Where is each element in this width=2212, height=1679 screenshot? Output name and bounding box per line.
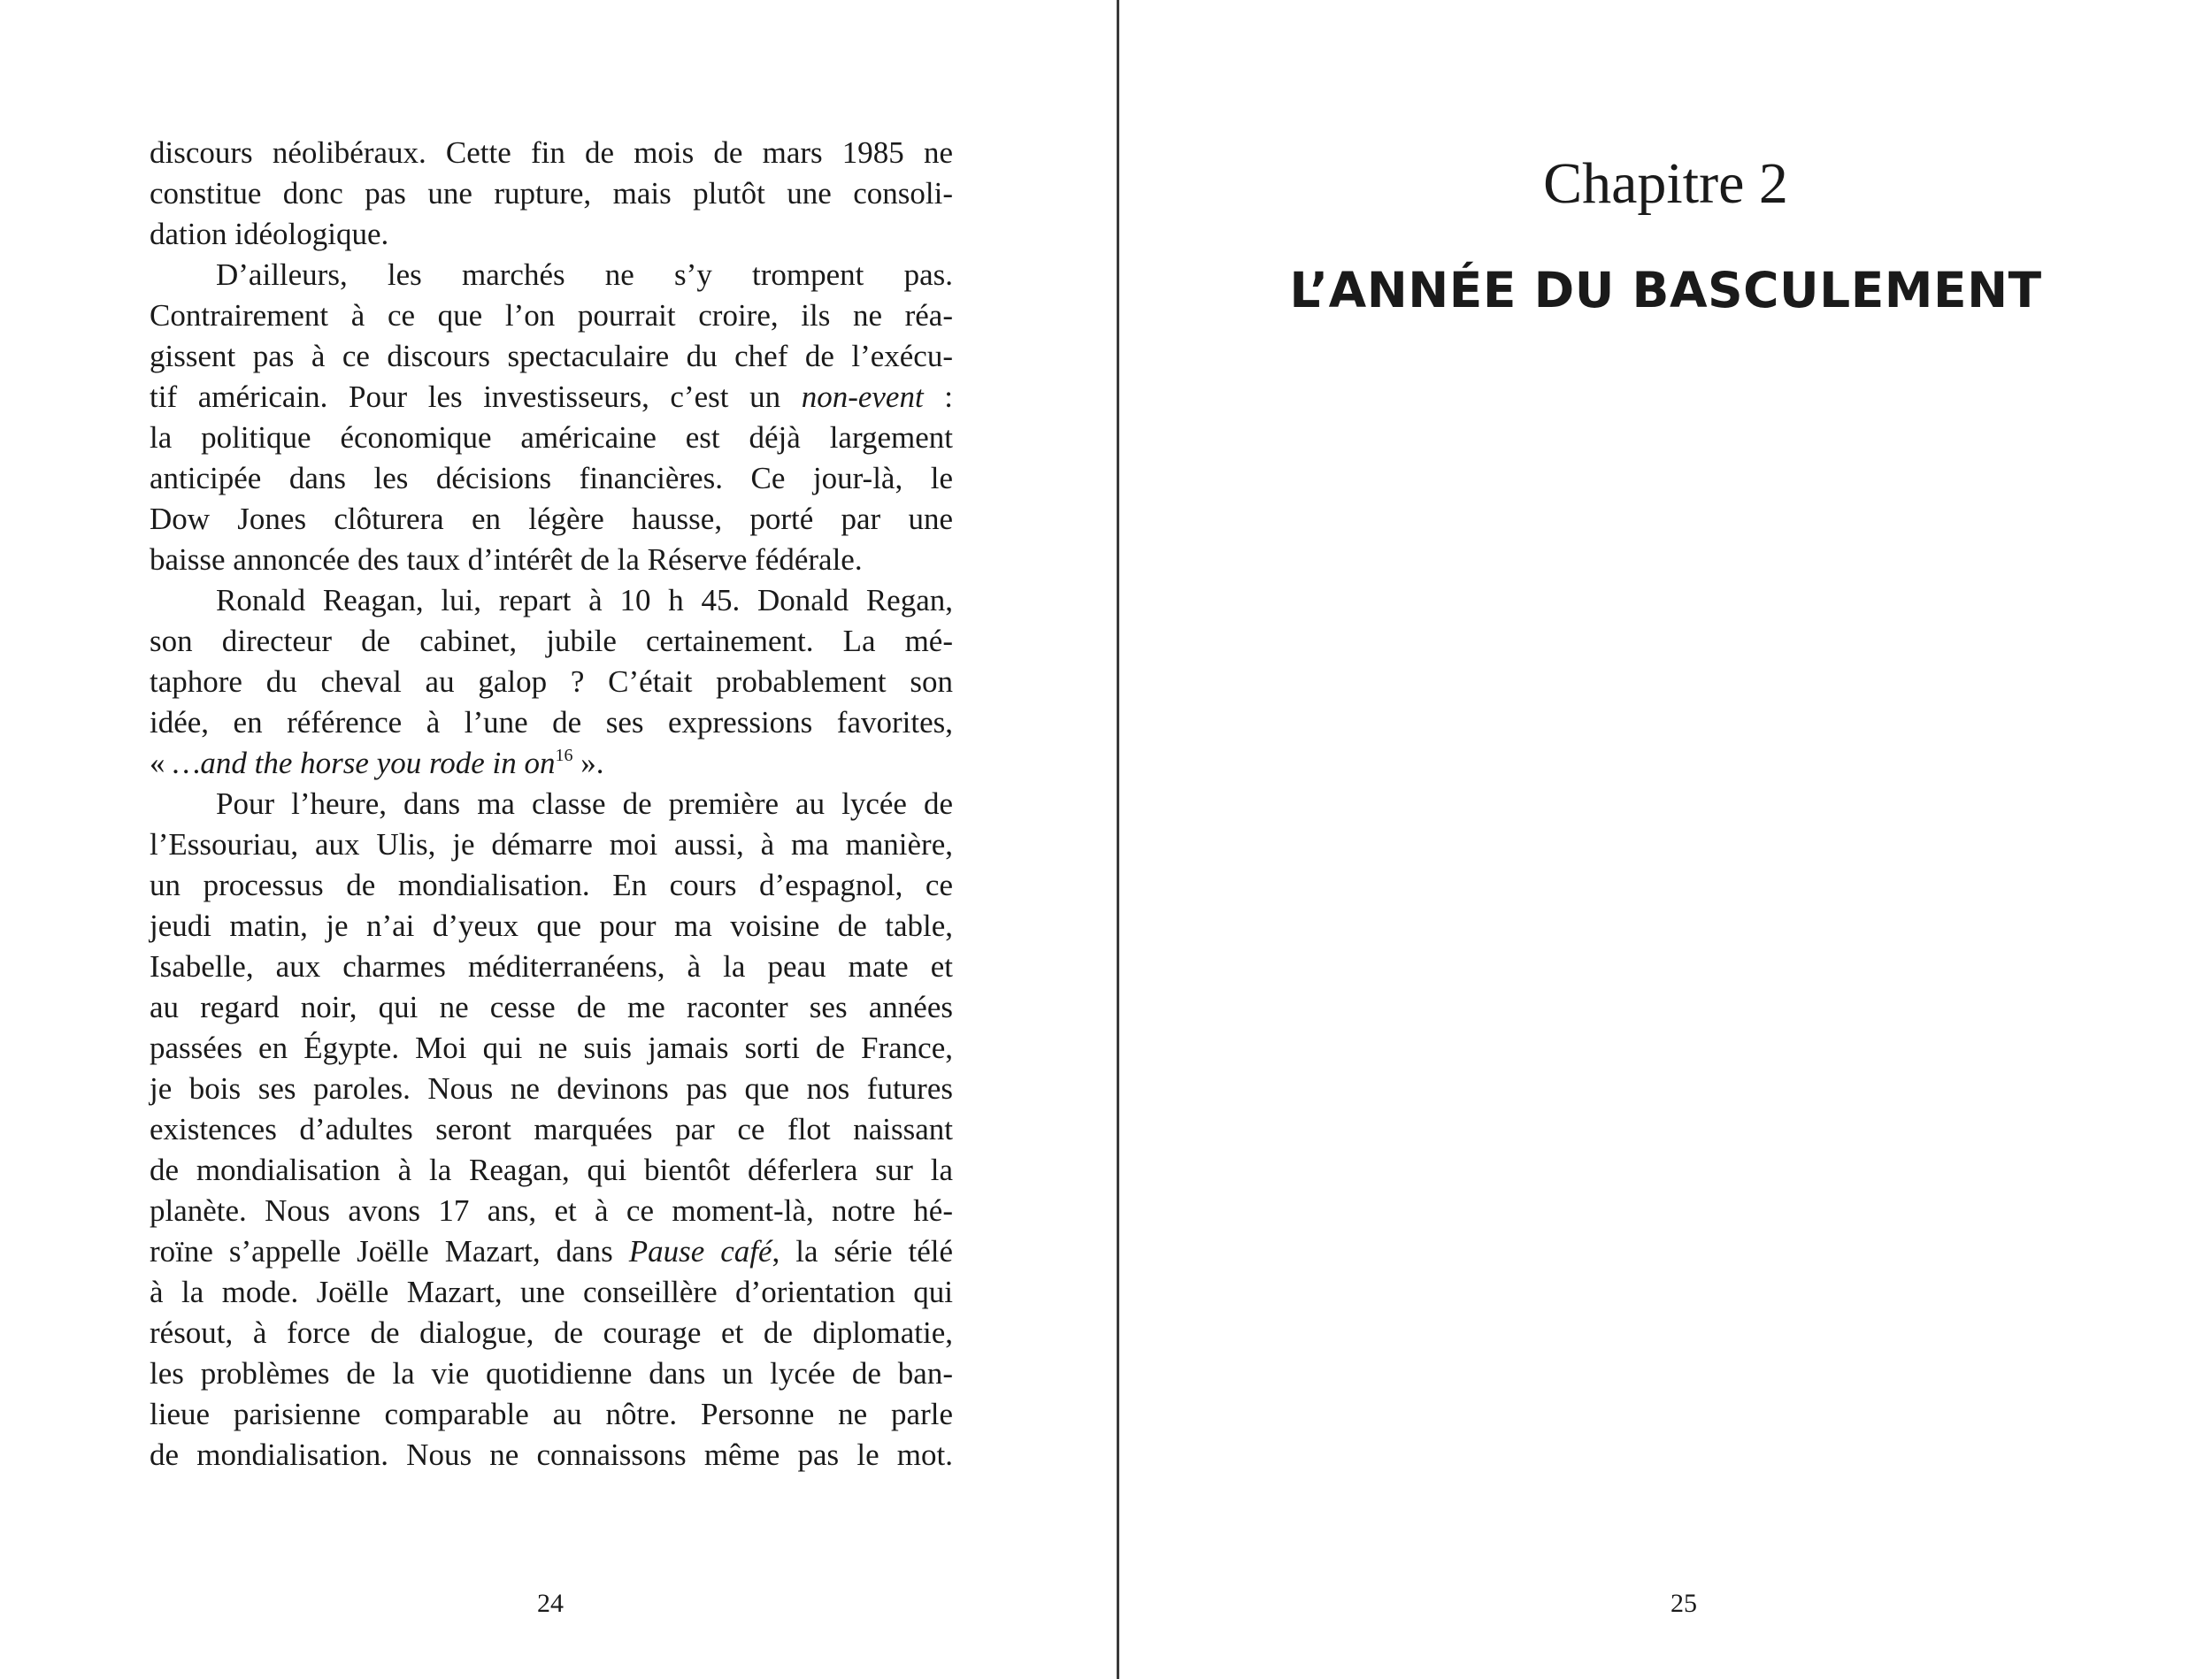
text-run: : bbox=[923, 380, 953, 414]
text-run: tif américain. Pour les investisseurs, c’est un bbox=[150, 380, 802, 414]
text-run: gissent pas à ce discours spectaculaire du chef de l’exécu- bbox=[150, 339, 953, 373]
text-run: existences d’adultes seront marquées par ce flot naissant bbox=[150, 1112, 953, 1146]
right-page bbox=[1119, 0, 2212, 1679]
text-run: je bois ses paroles. Nous ne devinons pas que nos futures bbox=[150, 1071, 953, 1106]
text-run: résout, à force de dialogue, de courage et de diplomatie, bbox=[150, 1315, 953, 1350]
chapter-label: Chapitre 2 bbox=[1543, 151, 1788, 216]
text-line bbox=[150, 1394, 953, 1435]
text-line bbox=[150, 1231, 953, 1272]
text-line bbox=[150, 1435, 953, 1476]
text-line bbox=[150, 1150, 953, 1191]
body-text bbox=[150, 133, 953, 1476]
italic-text: Pause café bbox=[628, 1234, 772, 1269]
text-line bbox=[150, 580, 953, 621]
text-run: au regard noir, qui ne cesse de me raconter ses années bbox=[150, 990, 953, 1024]
text-line bbox=[150, 1313, 953, 1353]
text-line bbox=[150, 1028, 953, 1069]
text-line bbox=[150, 1069, 953, 1109]
text-line bbox=[150, 947, 953, 987]
text-run: de mondialisation. Nous ne connaissons même pas le mot. bbox=[150, 1438, 953, 1472]
italic-text: non-event bbox=[801, 380, 924, 414]
text-run: de mondialisation à la Reagan, qui bientôt déferlera sur la bbox=[150, 1153, 953, 1187]
text-line bbox=[150, 865, 953, 906]
text-run: Ronald Reagan, lui, repart à 10 h 45. Donald Regan, bbox=[216, 583, 953, 617]
text-line bbox=[150, 133, 953, 173]
text-line bbox=[150, 295, 953, 336]
text-run: Pour l’heure, dans ma classe de première au lycée de bbox=[216, 786, 953, 821]
text-run: son directeur de cabinet, jubile certainement. La mé- bbox=[150, 624, 953, 658]
chapter-title: L’ANNÉE DU BASCULEMENT bbox=[1289, 262, 2042, 318]
text-line bbox=[150, 418, 953, 458]
text-line bbox=[150, 214, 953, 255]
text-run: la politique économique américaine est déjà largement bbox=[150, 420, 953, 455]
text-run: Dow Jones clôturera en légère hausse, porté par une bbox=[150, 502, 953, 536]
text-run: constitue donc pas une rupture, mais plutôt une consoli- bbox=[150, 176, 953, 211]
text-line bbox=[150, 1272, 953, 1313]
page-number-right: 25 bbox=[1671, 1589, 1697, 1618]
text-run: à la mode. Joëlle Mazart, une conseillère d’orientation qui bbox=[150, 1275, 953, 1309]
text-line bbox=[150, 662, 953, 702]
text-line bbox=[150, 743, 953, 784]
text-run: discours néolibéraux. Cette fin de mois de mars 1985 ne bbox=[150, 135, 953, 170]
text-line bbox=[150, 702, 953, 743]
page-number-left: 24 bbox=[537, 1589, 564, 1618]
text-line bbox=[150, 377, 953, 418]
text-line bbox=[150, 784, 953, 824]
text-run: dation idéologique. bbox=[150, 217, 389, 251]
text-run: ». bbox=[572, 746, 604, 780]
text-line bbox=[150, 458, 953, 499]
text-run: roïne s’appelle Joëlle Mazart, dans bbox=[150, 1234, 629, 1269]
text-line bbox=[150, 987, 953, 1028]
text-run: Isabelle, aux charmes méditerranéens, à la peau mate et bbox=[150, 949, 953, 984]
text-line bbox=[150, 1109, 953, 1150]
text-run: idée, en référence à l’une de ses expressions favorites, bbox=[150, 705, 953, 740]
text-line bbox=[150, 540, 953, 580]
text-run: taphore du cheval au galop ? C’était probablement son bbox=[150, 664, 953, 699]
text-line bbox=[150, 499, 953, 540]
text-run: , la série télé bbox=[772, 1234, 954, 1269]
text-line bbox=[150, 1191, 953, 1231]
text-run: « bbox=[150, 746, 173, 780]
text-run: Contrairement à ce que l’on pourrait croire, ils ne réa- bbox=[150, 298, 953, 333]
text-line bbox=[150, 824, 953, 865]
footnote-ref: 16 bbox=[555, 746, 573, 765]
text-line bbox=[150, 906, 953, 947]
text-run: anticipée dans les décisions financières. Ce jour-là, le bbox=[150, 461, 953, 495]
text-run: un processus de mondialisation. En cours d’espagnol, ce bbox=[150, 868, 953, 902]
text-line bbox=[150, 173, 953, 214]
text-line bbox=[150, 1353, 953, 1394]
text-run: passées en Égypte. Moi qui ne suis jamais sorti de France, bbox=[150, 1031, 953, 1065]
text-run: jeudi matin, je n’ai d’yeux que pour ma voisine de table, bbox=[150, 908, 953, 943]
text-run: baisse annoncée des taux d’intérêt de la Réserve fédérale. bbox=[150, 542, 863, 577]
text-run: lieue parisienne comparable au nôtre. Personne ne parle bbox=[150, 1397, 953, 1431]
text-line bbox=[150, 336, 953, 377]
text-run: les problèmes de la vie quotidienne dans un lycée de ban- bbox=[150, 1356, 953, 1391]
text-line bbox=[150, 621, 953, 662]
italic-text: …and the horse you rode in on bbox=[173, 746, 556, 780]
text-run: l’Essouriau, aux Ulis, je démarre moi aussi, à ma manière, bbox=[150, 827, 953, 862]
text-run: D’ailleurs, les marchés ne s’y trompent pas. bbox=[216, 257, 953, 292]
text-line bbox=[150, 255, 953, 295]
text-run: planète. Nous avons 17 ans, et à ce moment-là, notre hé- bbox=[150, 1193, 953, 1228]
